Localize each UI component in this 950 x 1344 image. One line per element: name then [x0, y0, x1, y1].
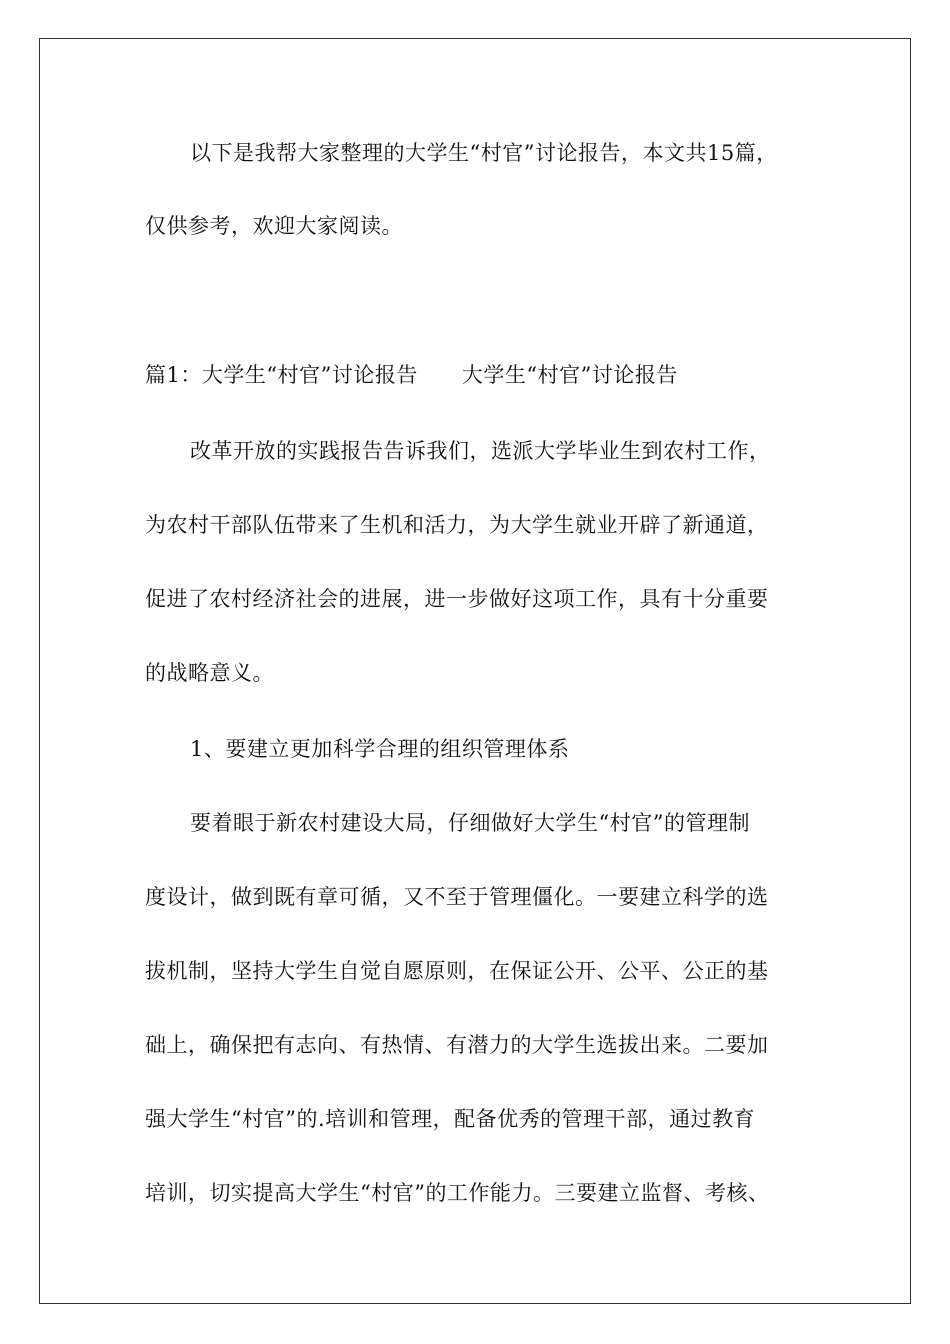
para2-line-5: 强大学生“村官”的.培训和管理，配备优秀的管理干部，通过教育: [145, 1107, 756, 1131]
para2-line-1: 要着眼于新农村建设大局，仔细做好大学生“村官”的管理制: [190, 811, 750, 835]
intro-line-2: 仅供参考，欢迎大家阅读。: [145, 214, 403, 238]
para2-line-2: 度设计，做到既有章可循，又不至于管理僵化。一要建立科学的选: [145, 885, 769, 909]
para2-line-6: 培训，切实提高大学生“村官”的工作能力。三要建立监督、考核、: [145, 1181, 770, 1205]
heading-part-1: 篇1：大学生“村官”讨论报告: [145, 363, 418, 387]
para2-line-3: 拔机制，坚持大学生自觉自愿原则，在保证公开、公平、公正的基: [145, 959, 769, 983]
para1-line-3: 促进了农村经济社会的进展，进一步做好这项工作，具有十分重要: [145, 587, 769, 611]
section1-title: 1、要建立更加科学合理的组织管理体系: [190, 737, 570, 761]
article-heading: [145, 360, 678, 390]
intro-line-1: 以下是我帮大家整理的大学生“村官”讨论报告，本文共15篇，: [190, 141, 778, 165]
para2-line-4: 础上，确保把有志向、有热情、有潜力的大学生选拔出来。二要加: [145, 1033, 769, 1057]
heading-part-2: 大学生“村官”讨论报告: [461, 363, 678, 387]
para1-line-4: 的战略意义。: [145, 661, 274, 685]
para1-line-2: 为农村干部队伍带来了生机和活力，为大学生就业开辟了新通道，: [145, 513, 769, 537]
para1-line-1: 改革开放的实践报告告诉我们，选派大学毕业生到农村工作，: [190, 439, 771, 463]
